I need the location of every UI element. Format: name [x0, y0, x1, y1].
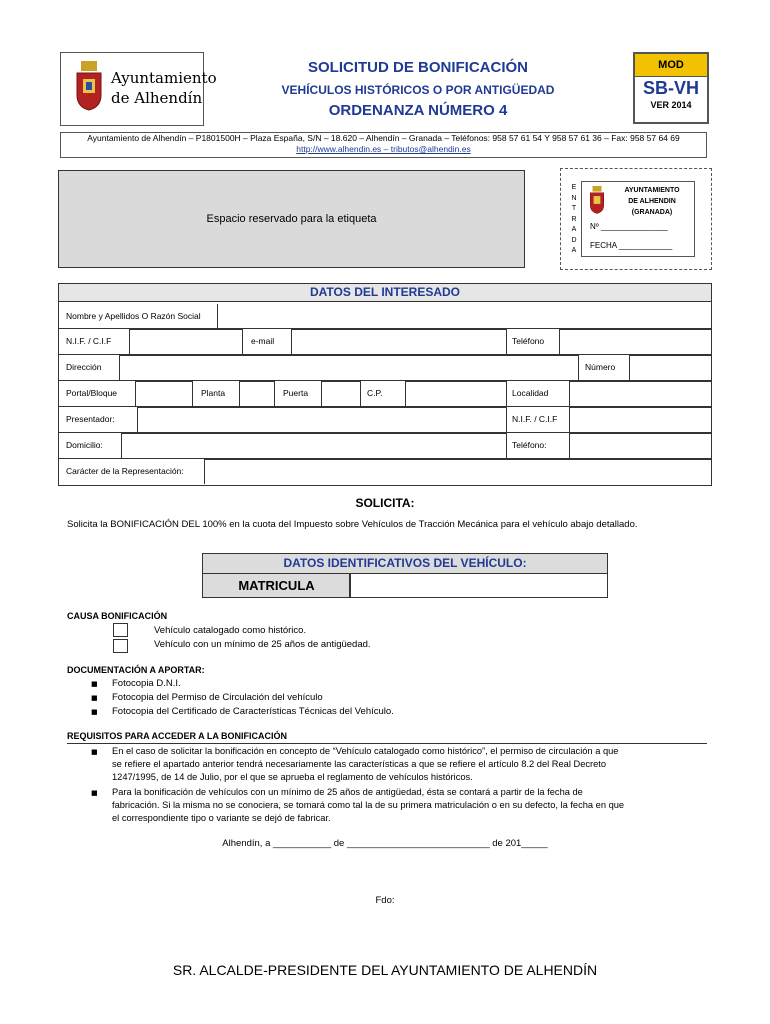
nif-label: N.I.F. / C.I.F	[66, 336, 112, 346]
logo-line2: de Alhendín	[111, 89, 203, 107]
nombre-input[interactable]	[217, 304, 711, 329]
interesado-section	[58, 283, 712, 486]
firma-lugar-fecha: Alhendín, a ___________ de ___________________________ de 201_____	[222, 838, 548, 849]
numero-input[interactable]	[629, 355, 711, 381]
matricula-input[interactable]	[349, 573, 608, 598]
model-box	[633, 52, 709, 124]
localidad-input[interactable]	[569, 381, 711, 407]
solicita-title: SOLICITA:	[355, 496, 415, 510]
direccion-input[interactable]	[119, 355, 579, 381]
entry-number-field: Nº _______________	[590, 222, 668, 231]
nif2-input[interactable]	[569, 407, 711, 433]
entry-stamp-box	[560, 168, 712, 270]
solicita-text: Solicita la BONIFICACIÓN DEL 100% en la cuota del Impuesto sobre Vehículos de Tracción Mecánica para el vehículo abajo detallado.	[67, 519, 638, 530]
requisitos-divider	[67, 743, 707, 744]
puerta-input[interactable]	[321, 381, 361, 407]
coat-of-arms-icon	[75, 61, 103, 111]
entry-stamp-inner	[581, 181, 695, 257]
entrada-vertical-text: E N T R A D A	[571, 184, 577, 254]
bullet-icon: ■	[91, 789, 98, 797]
model-label: MOD	[635, 54, 707, 77]
address-bar	[60, 132, 707, 158]
nombre-label: Nombre y Apellidos O Razón Social	[66, 311, 201, 321]
doc-item-permiso: Fotocopia del Permiso de Circulación del vehículo	[112, 692, 323, 703]
logo-line1: Ayuntamiento	[111, 69, 217, 87]
caracter-label: Carácter de la Representación:	[66, 466, 184, 476]
numero-label: Número	[585, 362, 616, 372]
bullet-icon: ■	[91, 708, 98, 716]
label-reserved-text: Espacio reservado para la etiqueta	[206, 213, 377, 225]
entry-date-field: FECHA ____________	[590, 241, 673, 250]
form-subtitle: VEHÍCULOS HISTÓRICOS O POR ANTIGÜEDAD	[281, 83, 555, 97]
ordinance-title: ORDENANZA NÚMERO 4	[328, 102, 508, 119]
model-code: SB-VH	[642, 78, 699, 98]
vehiculo-title: DATOS IDENTIFICATIVOS DEL VEHÍCULO:	[202, 553, 608, 574]
localidad-label: Localidad	[512, 388, 549, 398]
address-text: Ayuntamiento de Alhendín – P1801500H – Plaza España, S/N – 18.620 – Alhendín – Granada – Teléfonos: 958 57 61 54 Y 958 57 61 36 – Fax: 958 57 64 69	[87, 133, 680, 143]
domicilio-input[interactable]	[121, 433, 507, 459]
email-input[interactable]	[291, 329, 507, 355]
telefono2-input[interactable]	[569, 433, 711, 459]
caracter-input[interactable]	[204, 459, 711, 484]
doc-item-dni: Fotocopia D.N.I.	[112, 678, 181, 689]
bullet-icon: ■	[91, 694, 98, 702]
presentador-label: Presentador:	[66, 414, 115, 424]
presentador-input[interactable]	[137, 407, 507, 433]
planta-label: Planta	[201, 388, 226, 398]
historico-checkbox[interactable]	[113, 623, 128, 637]
cp-label: C.P.	[367, 388, 383, 398]
mini-coat-of-arms-icon	[589, 186, 605, 214]
matricula-label: MATRICULA	[202, 573, 351, 598]
model-version: VER 2014	[650, 100, 692, 110]
nif-input[interactable]	[129, 329, 243, 355]
telefono-label: Teléfono	[512, 336, 545, 346]
bullet-icon: ■	[91, 680, 98, 688]
bullet-icon: ■	[91, 748, 98, 756]
requisitos-title: REQUISITOS PARA ACCEDER A LA BONIFICACIÓN	[67, 731, 288, 741]
antiguedad-label: Vehículo con un mínimo de 25 años de antigüedad.	[154, 639, 371, 650]
addressee-footer: SR. ALCALDE-PRESIDENTE DEL AYUNTAMIENTO DE ALHENDÍN	[172, 962, 598, 978]
requisito-1: En el caso de solicitar la bonificación en concepto de “Vehículo catalogado como histórico”, el permiso de circulación a que se refiere el apartado anterior tendrá necesariamente las características a que se refiere el artículo 8.2 del Real Decreto 1247/1995, de 14 de Julio, por el que se aprueba el reglamento de vehículos históricos.	[112, 746, 619, 782]
portal-input[interactable]	[135, 381, 193, 407]
label-reserved-area	[58, 170, 525, 268]
telefono2-label: Teléfono:	[512, 440, 547, 450]
interesado-title: DATOS DEL INTERESADO	[59, 284, 711, 302]
title-block	[204, 52, 632, 124]
antiguedad-checkbox[interactable]	[113, 639, 128, 653]
puerta-label: Puerta	[283, 388, 309, 398]
form-title: SOLICITUD DE BONIFICACIÓN	[308, 59, 528, 76]
documentacion-title: DOCUMENTACIÓN A APORTAR:	[67, 665, 205, 675]
logo-box	[60, 52, 217, 126]
doc-item-certificado: Fotocopia del Certificado de Características Técnicas del Vehículo.	[112, 706, 394, 717]
nif2-label: N.I.F. / C.I.F	[512, 414, 558, 424]
telefono-input[interactable]	[559, 329, 711, 355]
causa-title: CAUSA BONIFICACIÓN	[67, 611, 168, 621]
requisito-2: Para la bonificación de vehículos con un mínimo de 25 años de antigüedad, ésta se contará a partir de la fecha de fabricación. Si la misma no se conociera, se tomará como tal la de su primera matriculación o en su defecto, la fecha en que el correspondiente tipo o variante se dejó de fabricar.	[112, 787, 625, 823]
website-link[interactable]: http://www.alhendin.es – tributos@alhendin.es	[296, 144, 471, 154]
firma-fdo: Fdo:	[375, 895, 395, 906]
portal-label: Portal/Bloque	[66, 388, 118, 398]
cp-input[interactable]	[405, 381, 507, 407]
planta-input[interactable]	[239, 381, 275, 407]
email-label: e-mail	[251, 336, 275, 346]
direccion-label: Dirección	[66, 362, 102, 372]
entry-ayto-title: AYUNTAMIENTO DE ALHENDIN (GRANADA)	[624, 187, 680, 216]
domicilio-label: Domicilio:	[66, 440, 103, 450]
historico-label: Vehículo catalogado como histórico.	[154, 625, 307, 636]
